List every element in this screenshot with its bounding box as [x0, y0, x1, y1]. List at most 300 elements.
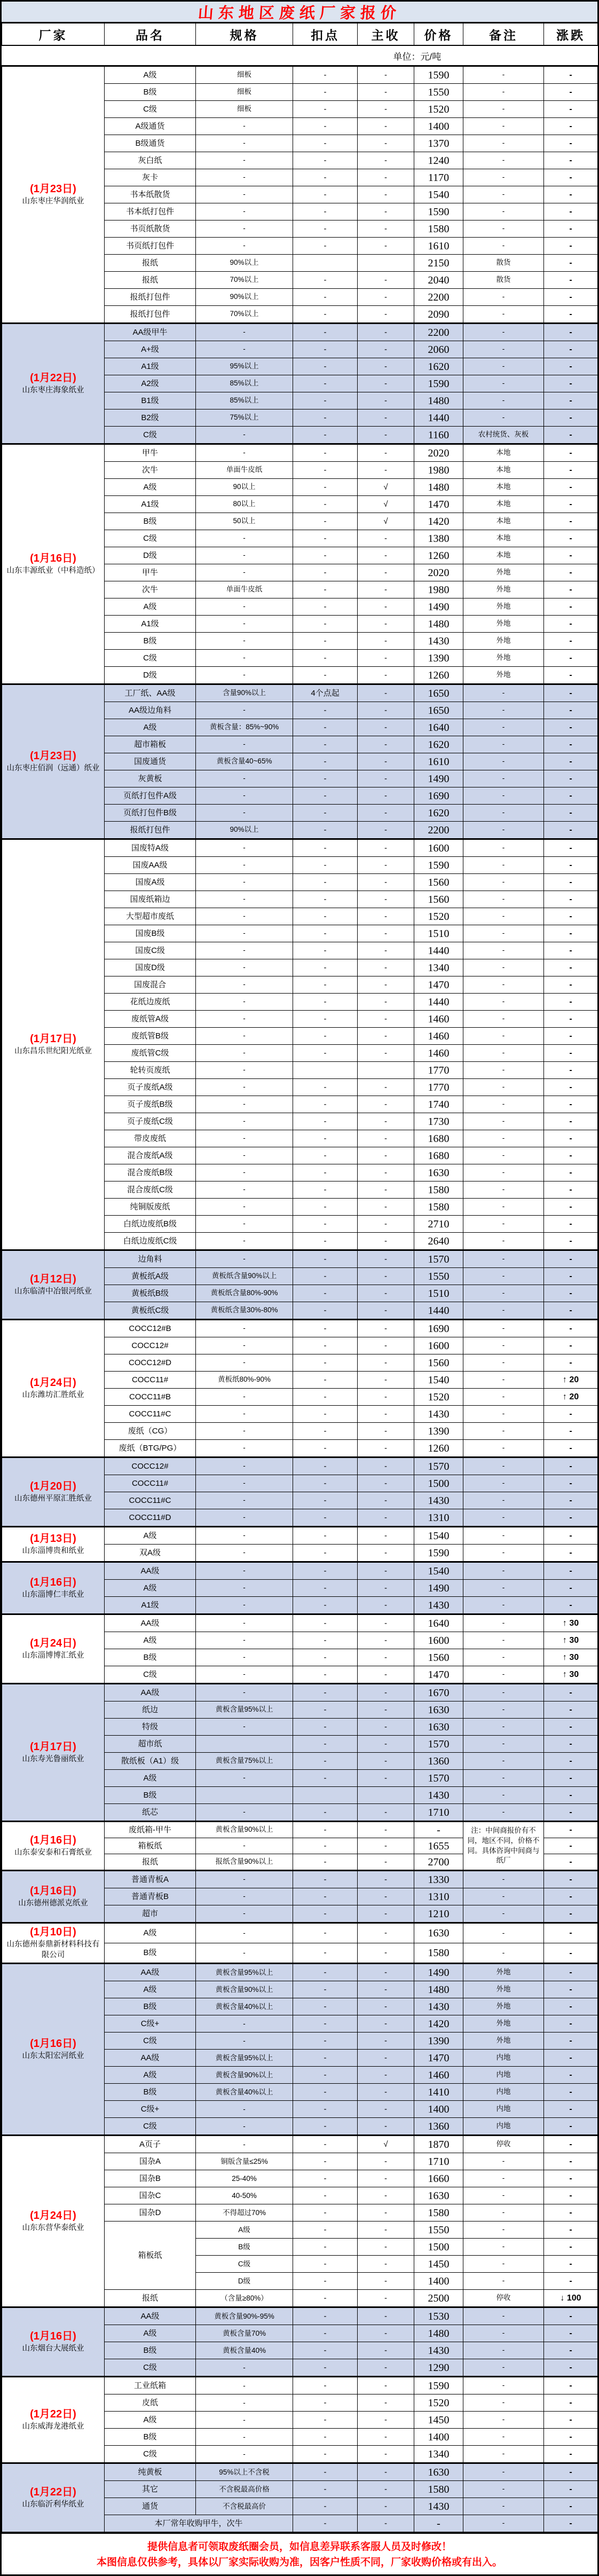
- note-cell: -: [463, 2377, 544, 2394]
- note-cell: -: [463, 1509, 544, 1527]
- manufacturer-cell: [2, 1250, 105, 1320]
- price-cell: 2020: [414, 564, 463, 581]
- manufacturer-name: 山东昌乐世纪阳光纸业: [14, 1046, 92, 1055]
- main-collect-cell: -: [358, 650, 414, 667]
- deduction-cell: -: [293, 2463, 358, 2481]
- change-cell: -: [544, 1871, 598, 1888]
- note-cell: -: [463, 1354, 544, 1372]
- deduction-cell: -: [293, 1838, 358, 1854]
- note-cell: 外地: [463, 581, 544, 598]
- product-cell: 页纸打包件A级: [105, 787, 196, 805]
- product-cell: 废纸（BTG/PG）: [105, 1440, 196, 1458]
- note-cell: -: [463, 1337, 544, 1354]
- price-cell: 1400: [414, 2101, 463, 2118]
- product-cell: 次牛: [105, 581, 196, 598]
- deduction-cell: -: [293, 2015, 358, 2033]
- change-cell: -: [544, 925, 598, 942]
- note-cell: -: [463, 1787, 544, 1804]
- note-cell: -: [463, 101, 544, 118]
- spec-cell: 黄板含量95%以上: [196, 1964, 293, 1981]
- main-collect-cell: -: [358, 2067, 414, 2084]
- product-cell: 废纸管C级: [105, 1045, 196, 1062]
- spec-cell: 25-40%: [196, 2170, 293, 2187]
- spec-cell: -: [196, 1216, 293, 1233]
- change-cell: -: [544, 1354, 598, 1372]
- note-cell: -: [463, 684, 544, 702]
- change-cell: -: [544, 753, 598, 770]
- deduction-cell: -: [293, 822, 358, 839]
- deduction-cell: -: [293, 530, 358, 547]
- price-cell: 1520: [414, 908, 463, 925]
- deduction-cell: -: [293, 1649, 358, 1666]
- change-cell: -: [544, 1562, 598, 1580]
- note-cell: -: [463, 135, 544, 152]
- deduction-cell: -: [293, 1079, 358, 1096]
- change-cell: -: [544, 2446, 598, 2463]
- spec-cell: -: [196, 1684, 293, 1701]
- note-cell: 外地: [463, 616, 544, 633]
- deduction-cell: -: [293, 1964, 358, 1981]
- deduction-cell: -: [293, 341, 358, 358]
- main-collect-cell: -: [358, 1181, 414, 1199]
- change-cell: -: [544, 152, 598, 169]
- change-cell: -: [544, 2325, 598, 2342]
- deduction-cell: -: [293, 1580, 358, 1597]
- manufacturer-name: 山东德州平原汇胜纸业: [14, 1494, 92, 1503]
- note-cell: -: [463, 1320, 544, 1337]
- note-cell: -: [463, 874, 544, 891]
- note-cell: -: [463, 1719, 544, 1736]
- change-cell: -: [544, 1406, 598, 1423]
- spec-cell: -: [196, 238, 293, 255]
- product-cell: A级: [105, 1580, 196, 1597]
- note-cell: -: [463, 1475, 544, 1492]
- note-cell: -: [463, 1372, 544, 1389]
- product-cell: 页子废纸C级: [105, 1113, 196, 1130]
- deduction-cell: -: [293, 2153, 358, 2170]
- manufacturer-cell: [2, 2136, 105, 2307]
- change-cell: -: [544, 942, 598, 959]
- main-collect-cell: -: [358, 1028, 414, 1045]
- spec-cell: D级: [196, 2273, 293, 2290]
- note-cell: -: [463, 702, 544, 719]
- spec-cell: 细板: [196, 66, 293, 84]
- price-cell: 1640: [414, 1614, 463, 1632]
- main-collect-cell: √: [358, 2136, 414, 2153]
- deduction-cell: -: [293, 1199, 358, 1216]
- price-cell: 1240: [414, 152, 463, 169]
- note-cell: -: [463, 994, 544, 1011]
- price-cell: 1410: [414, 2084, 463, 2101]
- spec-cell: [196, 1736, 293, 1753]
- deduction-cell: -: [293, 2273, 358, 2290]
- main-collect-cell: -: [358, 2204, 414, 2221]
- main-collect-cell: -: [358, 220, 414, 238]
- change-cell: -: [544, 1701, 598, 1719]
- price-cell: 1580: [414, 2204, 463, 2221]
- column-header-manufacturer: 厂家: [2, 23, 105, 46]
- deduction-cell: -: [293, 135, 358, 152]
- main-collect-cell: -: [358, 1337, 414, 1354]
- spec-cell: -: [196, 942, 293, 959]
- note-cell: -: [463, 1199, 544, 1216]
- manufacturer-cell: [2, 1614, 105, 1684]
- main-collect-cell: -: [358, 564, 414, 581]
- deduction-cell: -: [293, 581, 358, 598]
- note-cell: -: [463, 925, 544, 942]
- deduction-cell: -: [293, 1337, 358, 1354]
- manufacturer-date: (1月16日): [30, 2330, 76, 2342]
- note-cell: -: [463, 1545, 544, 1562]
- price-cell: 1430: [414, 1787, 463, 1804]
- main-collect-cell: -: [358, 667, 414, 684]
- main-collect-cell: -: [358, 2429, 414, 2446]
- main-collect-cell: -: [358, 203, 414, 220]
- spec-cell: -: [196, 1838, 293, 1854]
- main-collect-cell: -: [358, 805, 414, 822]
- change-cell: -: [544, 994, 598, 1011]
- deduction-cell: -: [293, 925, 358, 942]
- change-cell: -: [544, 2221, 598, 2239]
- main-collect-cell: -: [358, 1509, 414, 1527]
- note-cell: -: [463, 2515, 544, 2532]
- product-cell: A级通货: [105, 118, 196, 135]
- product-cell: C级: [105, 2118, 196, 2136]
- product-cell: AA级: [105, 2307, 196, 2325]
- deduction-cell: -: [293, 1943, 358, 1964]
- price-cell: 1550: [414, 84, 463, 101]
- deduction-cell: -: [293, 2481, 358, 2498]
- main-collect-cell: -: [358, 341, 414, 358]
- price-cell: 1520: [414, 2394, 463, 2412]
- table-row: [2, 2307, 598, 2325]
- main-collect-cell: -: [358, 1440, 414, 1458]
- footer-disclaimer: [2, 2532, 597, 2574]
- main-collect-cell: [358, 1787, 414, 1804]
- spec-cell: -: [196, 925, 293, 942]
- price-cell: 1430: [414, 2498, 463, 2515]
- table-row: [2, 1320, 598, 1337]
- product-cell: D级: [105, 547, 196, 564]
- deduction-cell: -: [293, 220, 358, 238]
- change-cell: ↑ 30: [544, 1632, 598, 1649]
- price-cell: 1210: [414, 1905, 463, 1923]
- price-cell: 1290: [414, 2359, 463, 2377]
- change-cell: -: [544, 1527, 598, 1545]
- note-cell: -: [463, 1632, 544, 1649]
- main-collect-cell: -: [358, 238, 414, 255]
- spec-cell: 黄板含量90%以上: [196, 2067, 293, 2084]
- deduction-cell: -: [293, 1632, 358, 1649]
- change-cell: -: [544, 118, 598, 135]
- note-cell: -: [463, 2481, 544, 2498]
- spec-cell: -: [196, 2412, 293, 2429]
- price-cell: 1690: [414, 1320, 463, 1337]
- spec-cell: -: [196, 650, 293, 667]
- product-cell: 边角料: [105, 1250, 196, 1268]
- note-cell: -: [463, 1888, 544, 1905]
- product-cell: B级: [105, 84, 196, 101]
- product-cell: 国废C级: [105, 942, 196, 959]
- table-row: [2, 1458, 598, 1475]
- main-collect-cell: -: [358, 2033, 414, 2050]
- deduction-cell: -: [293, 427, 358, 444]
- spec-cell: -: [196, 341, 293, 358]
- column-header-deduction: 扣点: [293, 23, 358, 46]
- change-cell: -: [544, 1285, 598, 1302]
- spec-cell: 黄板含量40~65%: [196, 753, 293, 770]
- spec-cell: 黄板含量95%以上: [196, 2050, 293, 2067]
- change-cell: -: [544, 976, 598, 994]
- price-cell: 1400: [414, 2429, 463, 2446]
- product-cell: 超市箱板: [105, 736, 196, 753]
- main-collect-cell: -: [358, 462, 414, 479]
- manufacturer-name: 山东丰源纸业（中科造纸）: [6, 566, 100, 575]
- main-collect-cell: -: [358, 2170, 414, 2187]
- spec-cell: -: [196, 1320, 293, 1337]
- product-cell: 书页纸打包件: [105, 238, 196, 255]
- deduction-cell: -: [293, 392, 358, 409]
- note-cell: -: [463, 1804, 544, 1822]
- main-collect-cell: -: [358, 392, 414, 409]
- product-cell: 报纸: [105, 272, 196, 289]
- manufacturer-cell: [2, 1458, 105, 1527]
- spec-cell: 不得超过70%: [196, 2204, 293, 2221]
- product-cell: 工业纸箱: [105, 2377, 196, 2394]
- change-cell: -: [544, 787, 598, 805]
- price-cell: 1480: [414, 392, 463, 409]
- main-collect-cell: -: [358, 1164, 414, 1181]
- table-row: [2, 2136, 598, 2153]
- footer-line-1: 提供信息者可领取废纸圈会员，如信息差异联系客服人员及时修改！: [147, 2541, 452, 2553]
- spec-cell: -: [196, 2136, 293, 2153]
- deduction-cell: -: [293, 272, 358, 289]
- price-cell: 1580: [414, 220, 463, 238]
- price-cell: 1480: [414, 1981, 463, 1998]
- deduction-cell: -: [293, 101, 358, 118]
- spec-cell: -: [196, 1233, 293, 1250]
- change-cell: -: [544, 1684, 598, 1701]
- note-cell: -: [463, 341, 544, 358]
- main-collect-cell: -: [358, 1320, 414, 1337]
- price-cell: 1570: [414, 1736, 463, 1753]
- price-cell: 1620: [414, 736, 463, 753]
- price-cell: 1630: [414, 2187, 463, 2204]
- note-cell: -: [463, 2221, 544, 2239]
- spec-cell: -: [196, 1096, 293, 1113]
- note-cell: 本地: [463, 479, 544, 496]
- deduction-cell: -: [293, 1666, 358, 1684]
- price-table: [2, 23, 598, 2532]
- price-cell: 1630: [414, 2463, 463, 2481]
- main-collect-cell: -: [358, 2239, 414, 2256]
- main-collect-cell: -: [358, 1822, 414, 1838]
- main-collect-cell: -: [358, 375, 414, 392]
- deduction-cell: -: [293, 2033, 358, 2050]
- note-cell: -: [463, 857, 544, 874]
- manufacturer-cell: [2, 839, 105, 1250]
- manufacturer-date: (1月16日): [30, 1576, 76, 1588]
- column-header-change: 涨跌: [544, 23, 598, 46]
- price-cell: 1510: [414, 1285, 463, 1302]
- main-collect-cell: -: [358, 2325, 414, 2342]
- spec-cell: -: [196, 994, 293, 1011]
- deduction-cell: -: [293, 1597, 358, 1614]
- main-collect-cell: -: [358, 1838, 414, 1854]
- main-collect-cell: -: [358, 633, 414, 650]
- product-cell: A+级: [105, 341, 196, 358]
- spec-cell: 单面牛皮纸: [196, 462, 293, 479]
- price-cell: 1680: [414, 1130, 463, 1147]
- note-cell: -: [463, 289, 544, 306]
- product-cell: C级+: [105, 2015, 196, 2033]
- main-collect-cell: -: [358, 1372, 414, 1389]
- spec-cell: -: [196, 324, 293, 341]
- change-cell: -: [544, 1580, 598, 1597]
- note-cell: -: [463, 2446, 544, 2463]
- price-cell: 1630: [414, 1719, 463, 1736]
- note-cell: -: [463, 2273, 544, 2290]
- manufacturer-date: (1月24日): [30, 2209, 76, 2221]
- deduction-cell: -: [293, 805, 358, 822]
- note-cell: 外地: [463, 1964, 544, 1981]
- change-cell: -: [544, 1888, 598, 1905]
- column-header-note: 备注: [463, 23, 544, 46]
- main-collect-cell: -: [358, 289, 414, 306]
- change-cell: -: [544, 1130, 598, 1147]
- price-cell: 2640: [414, 1233, 463, 1250]
- main-collect-cell: -: [358, 2412, 414, 2429]
- change-cell: -: [544, 409, 598, 427]
- main-collect-cell: -: [358, 358, 414, 375]
- note-cell: -: [463, 2170, 544, 2187]
- deduction-cell: -: [293, 2412, 358, 2429]
- deduction-cell: -: [293, 1096, 358, 1113]
- deduction-cell: -: [293, 1684, 358, 1701]
- product-cell: 废纸箱-甲牛: [105, 1822, 196, 1838]
- main-collect-cell: -: [358, 1753, 414, 1770]
- spec-cell: -: [196, 1888, 293, 1905]
- product-cell: D级: [105, 667, 196, 684]
- change-cell: -: [544, 2136, 598, 2153]
- change-cell: -: [544, 1475, 598, 1492]
- change-cell: -: [544, 2153, 598, 2170]
- product-cell: 带皮废纸: [105, 1130, 196, 1147]
- deduction-cell: -: [293, 1492, 358, 1509]
- spec-cell: -: [196, 1475, 293, 1492]
- manufacturer-name: 山东枣庄海象纸业: [22, 385, 84, 395]
- price-cell: 1540: [414, 186, 463, 203]
- price-cell: 1560: [414, 1649, 463, 1666]
- change-cell: ↑ 20: [544, 1372, 598, 1389]
- product-cell: 普通青板B: [105, 1888, 196, 1905]
- change-cell: -: [544, 805, 598, 822]
- note-cell: 外地: [463, 633, 544, 650]
- manufacturer-cell: [2, 1320, 105, 1458]
- manufacturer-cell: [2, 2463, 105, 2532]
- spec-cell: -: [196, 1045, 293, 1062]
- price-cell: 2060: [414, 341, 463, 358]
- spec-cell: -: [196, 1597, 293, 1614]
- product-cell: AA级: [105, 1562, 196, 1580]
- manufacturer-cell: [2, 1822, 105, 1871]
- product-cell: A1级: [105, 358, 196, 375]
- change-cell: -: [544, 598, 598, 616]
- main-collect-cell: -: [358, 1250, 414, 1268]
- product-cell: AA级: [105, 1964, 196, 1981]
- main-collect-cell: -: [358, 1804, 414, 1822]
- note-cell: -: [463, 1923, 544, 1943]
- main-collect-cell: -: [358, 2273, 414, 2290]
- change-cell: -: [544, 289, 598, 306]
- note-cell: -: [463, 1684, 544, 1701]
- spec-cell: -: [196, 1011, 293, 1028]
- price-cell: 1650: [414, 702, 463, 719]
- manufacturer-cell: [2, 1684, 105, 1822]
- manufacturer-date: (1月12日): [30, 1273, 76, 1285]
- manufacturer-name: 山东枣庄华润纸业: [22, 196, 84, 206]
- main-collect-cell: -: [358, 1597, 414, 1614]
- price-cell: 1590: [414, 1545, 463, 1562]
- note-cell: -: [463, 2187, 544, 2204]
- spec-cell: -: [196, 1649, 293, 1666]
- main-collect-cell: -: [358, 616, 414, 633]
- product-cell: B级: [105, 1998, 196, 2015]
- price-cell: 1630: [414, 1923, 463, 1943]
- product-cell: AA级: [105, 1614, 196, 1632]
- note-cell: -: [463, 375, 544, 392]
- change-cell: -: [544, 1028, 598, 1045]
- change-cell: -: [544, 1113, 598, 1130]
- change-cell: -: [544, 2067, 598, 2084]
- spec-cell: -: [196, 169, 293, 186]
- table-row: [2, 444, 598, 462]
- change-cell: ↓ 100: [544, 2290, 598, 2307]
- price-cell: 1440: [414, 1302, 463, 1320]
- price-cell: 1610: [414, 753, 463, 770]
- price-cell: 2200: [414, 822, 463, 839]
- table-row: [2, 1614, 598, 1632]
- main-collect-cell: -: [358, 1096, 414, 1113]
- manufacturer-cell: [2, 324, 105, 444]
- price-cell: 1620: [414, 805, 463, 822]
- deduction-cell: -: [293, 238, 358, 255]
- manufacturer-date: (1月22日): [30, 2486, 76, 2498]
- price-cell: 1580: [414, 1181, 463, 1199]
- note-cell: 本地: [463, 547, 544, 564]
- spec-cell: -: [196, 1181, 293, 1199]
- deduction-cell: -: [293, 2256, 358, 2273]
- spec-cell: 95%以上: [196, 358, 293, 375]
- price-cell: 1430: [414, 1406, 463, 1423]
- main-collect-cell: -: [358, 2307, 414, 2325]
- product-cell: B级: [105, 2429, 196, 2446]
- price-cell: 1460: [414, 2067, 463, 2084]
- product-cell: 箱板纸: [105, 2221, 196, 2290]
- deduction-cell: -: [293, 152, 358, 169]
- deduction-cell: -: [293, 1250, 358, 1268]
- price-cell: 2150: [414, 255, 463, 272]
- product-cell: A级: [105, 719, 196, 736]
- main-collect-cell: -: [358, 118, 414, 135]
- spec-cell: -: [196, 702, 293, 719]
- change-cell: -: [544, 2394, 598, 2412]
- deduction-cell: -: [293, 1701, 358, 1719]
- deduction-cell: -: [293, 1509, 358, 1527]
- spec-cell: 75%以上: [196, 409, 293, 427]
- deduction-cell: -: [293, 976, 358, 994]
- spec-cell: 黄板纸含量90%以上: [196, 1268, 293, 1285]
